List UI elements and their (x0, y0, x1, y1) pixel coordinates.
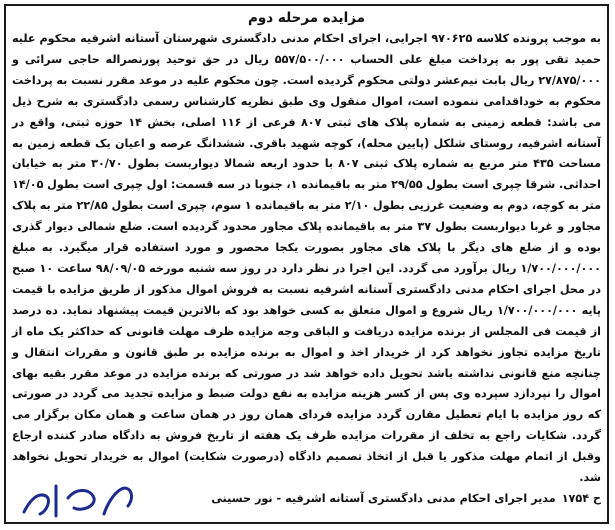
auction-notice (4, 4, 609, 524)
notice-body: به موجب پرونده کلاسه ۹۷۰۶۲۵ اجرایی، اجرای احکام مدنی دادگستری شهرستان آستانه اشرفیه محکوم علیه حمید تقی پور به پرداخت مبلغ علی الحساب ۵۵۷/۵۰۰/۰۰۰ ریال در حق توحید پورنصراله حاجی سرائی و ۲۷/۸۷۵/۰۰۰ ریال بابت نیم‌عشر دولتی محکوم گردیده است. چون محکوم علیه در موعد مقرر نسبت به پرداخت محکوم به خوداقدامی ننموده است، اموال منقول وی طبق نظریه کارشناس رسمی دادگستری به شرح ذیل می باشد: قطعه زمینی به شماره پلاک های ثبتی ۸۰۷ فرعی از ۱۱۶ اصلی، بخش ۱۴ حوزه ثبتی، واقع در آستانه اشرفیه، روستای شلکل (پایین محله)، کوچه شهید باقری. ششدانگ عرصه و اعیان یک قطعه زمین به مساحت ۴۳۵ متر مربع به شماره پلاک ثبتی ۸۰۷ با حدود اربعه شمالا دیواربست بطول ۳۰/۷۰ متر به خیابان احداثی. شرقا چپری است بطول ۲۹/۵۵ متر به باقیمانده ۱، جنوبا در سه قسمت: اول چپری است بطول ۱۴/۰۵ متر به کوچه، دوم به وضعیت غرزیی بطول ۲/۱۰ متر به باقیمانده ۱ سوم، چپری است بطول ۲۲/۸۵ متر به پلاک مجاور و غربا دیواربست بطول ۳۷ متر به باقیمانده پلاک مجاور محدود گردیده است. ضلع شمالی دیوار گذری بوده و از ضلع های دیگر با پلاک های مجاور بصورت یکجا محصور و مورد استفاده قرار میگیرد. به مبلغ ۱/۷۰۰/۰۰۰/۰۰۰ ریال برآورد می گردد. این اجرا در نظر دارد در روز سه شنبه مورخه ۹۸/۰۹/۰۵ ساعت ۱۰ صبح در محل اجرای احکام مدنی دادگستری آستانه اشرفیه نسبت به فروش اموال مذکور از طریق مزایده با قیمت پایه ۱/۷۰۰/۰۰۰/۰۰۰ ریال شروع و اموال متعلق به کسی خواهد بود که بالاترین قیمت پیشنهاد نماید. ده درصد از قیمت فی المجلس از برنده مزایده دریافت و الباقی وجه مزایده ظرف مهلت قانونی که حداکثر یک ماه از تاریخ مزایده تجاوز نخواهد کرد از خریدار اخذ و اموال به برنده مزایده بر طبق قانون و مقررات انتقال و چنانچه منع قانونی نداشته باشد تحویل داده خواهد شد در صورتی که برنده مزایده در موعد مقرر بقیه بهای اموال را نپردازد سپرده وی پس از کسر هزینه مزایده به نفع دولت ضبط و مزایده تجدید می گردد در صورتی که روز مزایده با ایام تعطیل مقارن گردد مزایده فردای همان روز در همان ساعت و همان مکان برگزار می گردد. شکایات راجع به تخلف از مقررات مزایده ظرف یک هفته از تاریخ فروش به دادگاه صادر کننده ارجاع وقبل از اتمام مهلت مذکور یا قبل از اتخاذ تصمیم دادگاه (درصورت شکایت) اموال به خریدار تحویل نخواهد شد. (12, 32, 602, 485)
handwritten-mark (16, 478, 146, 520)
notice-code: ح ۱۷۵۴ (561, 491, 601, 505)
notice-title: مزایده مرحله دوم (247, 10, 366, 26)
notice-signature: مدیر اجرای احکام مدنی دادگستری آستانه اشرفیه - نور حسینی (211, 491, 556, 505)
